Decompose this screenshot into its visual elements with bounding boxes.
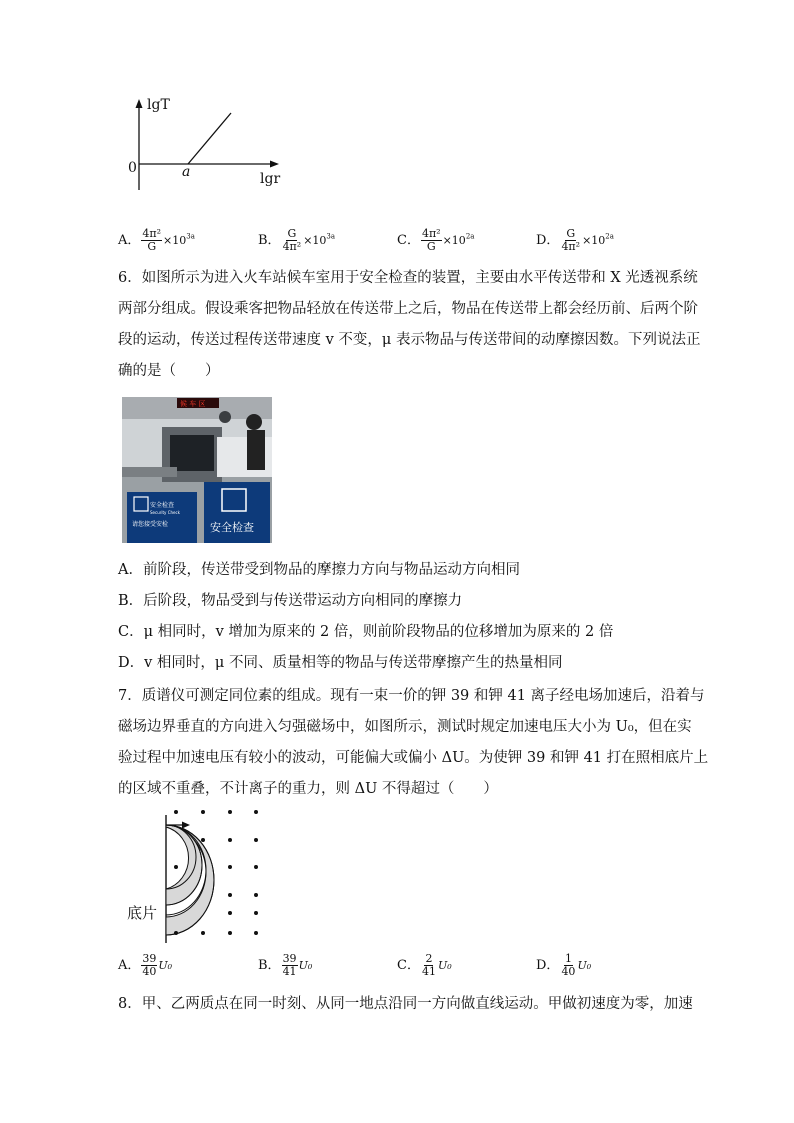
q7-option-a[interactable]: A． $\frac{39}{40}$ U₀ xyxy=(118,952,173,978)
q5-option-a[interactable]: A． $\frac{\text{4π²}}{G}$ $\times 10^{3a}$ xyxy=(118,227,195,253)
q7-text-line: 的区域不重叠，不计离子的重力，则 ΔU 不得超过（ ） xyxy=(118,781,498,797)
q6-option-a[interactable]: A．前阶段，传送带受到物品的摩擦力方向与物品运动方向相同 xyxy=(118,562,520,578)
q7-text-line: 磁场边界垂直的方向进入匀强磁场中，如图所示，测试时规定加速电压大小为 U₀，但在实 xyxy=(118,719,692,735)
q7-text-line: 7．质谱仪可测定同位素的组成。现有一束一价的钾 39 和钾 41 离子经电场加速后，沿着与 xyxy=(118,688,705,704)
q6-text-line: 段的运动，传送过程传送带速度 v 不变，μ 表示物品与传送带间的动摩擦因数。下列说法正 xyxy=(118,332,701,348)
x-axis-label: lgr xyxy=(260,171,281,187)
mass-spectrometer-diagram xyxy=(150,805,270,945)
sign-sub-text: 请您接受安检 xyxy=(132,521,169,528)
q7-text-line: 验过程中加速电压有较小的波动，可能偏大或偏小 ΔU。为使钾 39 和钾 41 打在照相底片上 xyxy=(118,750,709,766)
q7-option-b[interactable]: B． $\frac{39}{41}$ U₀ xyxy=(258,952,313,978)
q8-text-line: 8．甲、乙两质点在同一时刻、从同一地点沿同一方向做直线运动。甲做初速度为零，加速 xyxy=(118,996,693,1012)
q6-option-b[interactable]: B．后阶段，物品受到与传送带运动方向相同的摩擦力 xyxy=(118,593,463,609)
q6-text-line: 两部分组成。假设乘客把物品轻放在传送带上之后，物品在传送带上都会经历前、后两个阶 xyxy=(118,301,698,317)
q6-text-line: 确的是（ ） xyxy=(118,363,220,379)
origin-label: 0 xyxy=(128,160,137,176)
q7-option-d[interactable]: D． $\frac{1}{40}$ U₀ xyxy=(536,952,592,978)
q5-option-b[interactable]: B． $\frac{G}{\text{4π²}}$ $\times 10^{3a}$ xyxy=(258,227,336,253)
q5-option-c[interactable]: C． $\frac{\text{4π²}}{G}$ $\times 10^{2a}$ xyxy=(397,227,475,253)
graph-line xyxy=(188,113,231,164)
q5-option-d[interactable]: D． $\frac{G}{\text{4π²}}$ $\times 10^{2a}$ xyxy=(536,227,614,253)
sign-main-text: 安全检查 xyxy=(210,521,254,534)
q6-option-d[interactable]: D．v 相同时，μ 不同、质量相等的物品与传送带摩擦产生的热量相同 xyxy=(118,655,563,671)
q6-text-line: 6．如图所示为进入火车站候车室用于安全检查的装置，主要由水平传送带和 X 光透视系统 xyxy=(118,270,698,286)
led-sign-text: 候 车 区 xyxy=(180,400,206,408)
film-label: 底片 xyxy=(127,904,158,922)
q7-option-c[interactable]: C． $\frac{2}{41}$ U₀ xyxy=(397,952,452,978)
q6-option-c[interactable]: C．μ 相同时，v 增加为原来的 2 倍，则前阶段物品的位移增加为原来的 2 倍 xyxy=(118,624,614,640)
sign-top-text: 安全检查 xyxy=(150,502,175,509)
sign-top-en-text: Security Check xyxy=(150,510,181,515)
security-check-scene xyxy=(122,397,272,543)
y-axis-label: lgT xyxy=(147,97,170,113)
intercept-label: a xyxy=(182,164,191,180)
security-check-photo xyxy=(122,397,272,543)
